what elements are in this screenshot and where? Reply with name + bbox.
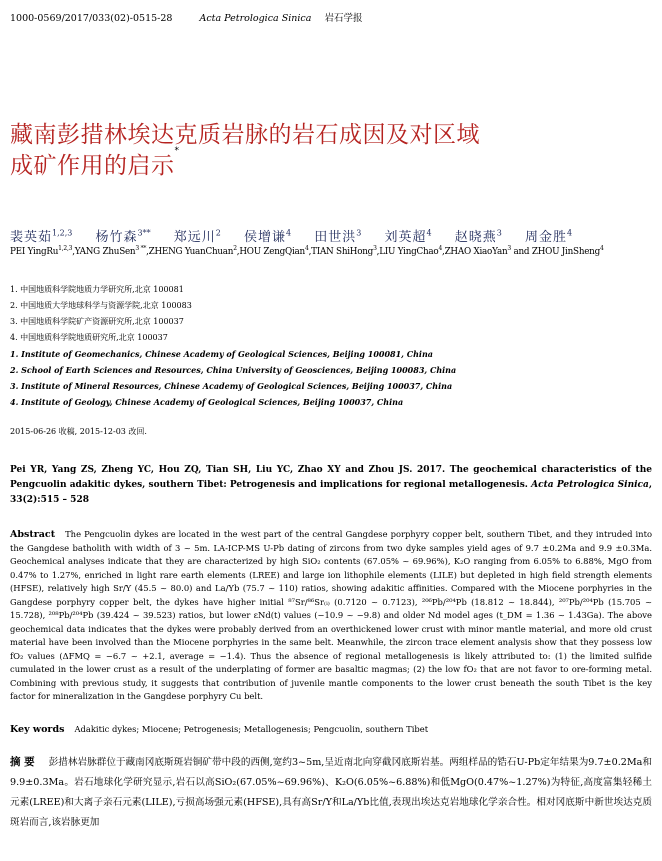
author-zh: 杨竹森$^{3**}$ [95, 228, 151, 245]
abstract-en [10, 528, 652, 704]
running-header [10, 10, 652, 24]
author-zh: 赵晓燕$^3$ [454, 228, 502, 245]
article-code: 1000-0569/2017/033(02)-0515-28 [10, 13, 173, 24]
title-line-1: 藏南彭措林埃达克质岩脉的岩石成因及对区域 [10, 122, 480, 148]
keywords-text: Adakitic dykes; Miocene; Petrogenesis; Metallogenesis; Pengcuolin, southern Tibet [74, 724, 429, 734]
author-zh: 刘英超$^4$ [384, 228, 432, 245]
keywords [10, 724, 652, 735]
affiliation-item: 4. 中国地质科学院地质研究所,北京 100037 [10, 333, 168, 342]
affiliations-en [10, 346, 652, 410]
affiliation-item: 3. Institute of Mineral Resources, Chinese Academy of Geological Sciences, Beijing 100037, China [10, 381, 453, 391]
authors-zh [10, 226, 652, 245]
abstract-zh [10, 752, 652, 833]
author-en: LIU YingChao$^4$, [379, 245, 445, 257]
author-zh: 侯增谦$^4$ [244, 228, 292, 245]
journal-name: Acta Petrologica Sinica [199, 13, 312, 24]
title-footnote-mark: * [174, 146, 180, 156]
affiliation-item: 2. School of Earth Sciences and Resources, China University of Geosciences, Beijing 100083, China [10, 365, 457, 375]
author-en: YANG ZhuSen$^{3 **}$, [74, 245, 149, 257]
authors-en [10, 247, 652, 257]
author-en: ZHAO XiaoYan$^3$ and [444, 245, 532, 257]
abstract-label: Abstract [10, 529, 56, 540]
received-revised-dates: 2015-06-26 收稿, 2015-12-03 改回. [10, 427, 147, 436]
author-zh: 周金胜$^4$ [525, 228, 573, 245]
journal-name-zh: 岩石学报 [324, 13, 363, 24]
author-zh: 田世洪$^3$ [314, 228, 362, 245]
affiliation-item: 1. 中国地质科学院地质力学研究所,北京 100081 [10, 285, 184, 294]
affiliation-item: 2. 中国地质大学地球科学与资源学院,北京 100083 [10, 301, 192, 310]
title-line-2: 成矿作用的启示* [10, 146, 180, 179]
affiliation-item: 4. Institute of Geology, Chinese Academy of Geological Sciences, Beijing 100037, China [10, 397, 404, 407]
author-en: ZHOU JinSheng$^4$ [531, 245, 604, 257]
citation-journal: Acta Petrologica Sinica [531, 480, 649, 490]
author-en: TIAN ShiHong$^3$, [311, 245, 380, 257]
abstract-zh-text: 彭措林岩脉群位于藏南冈底斯斑岩铜矿带中段的西侧,宽约3~5m,呈近南北向穿截冈底斯岩基。两组样品的锆石U-Pb定年结果为9.7±0.2Ma和9.9±0.3Ma。岩石地球化学研究显示,岩石以高SiO₂(67.05%~69.96%)、K₂O(6.05%~6.88%)和低MgO(0.47%~1.27%)为特征,高度富集轻稀土元素(LREE)和大离子亲石元素(LILE),亏损高场强元素(HFSE),具有高Sr/Y和La/Yb比值,表现出埃达克岩地球化学亲合性。相对冈底斯中新世埃达克质斑岩而言,该岩脉更加 [10, 757, 653, 828]
abstract-zh-label: 摘 要 [10, 756, 35, 768]
citation: Pei YR, Yang ZS, Zheng YC, Hou ZQ, Tian SH, Liu YC, Zhao XY and Zhou JS. 2017. The geochemical characteristics of the Pengcuolin adakitic dykes, southern Tibet: Petrogenesis and implications for regional metallogenesis. Acta Petrologica Sinica, 33(2):515 – 528 [10, 465, 652, 505]
author-zh: 郑远川$^2$ [173, 228, 221, 245]
author-en: PEI YingRu$^{1,2,3}$, [10, 245, 75, 257]
paper-title [10, 120, 652, 182]
affiliation-item: 3. 中国地质科学院矿产资源研究所,北京 100037 [10, 317, 184, 326]
author-zh: 裴英茹$^{1,2,3}$ [10, 228, 73, 245]
author-en: HOU ZengQian$^4$, [239, 245, 312, 257]
keywords-label: Key words [10, 724, 65, 735]
author-en: ZHENG YuanChuan$^2$, [148, 245, 240, 257]
affiliations-zh [10, 282, 652, 346]
affiliation-item: 1. Institute of Geomechanics, Chinese Academy of Geological Sciences, Beijing 100081, China [10, 349, 433, 359]
abstract-text: The Pengcuolin dykes are located in the west part of the central Gangdese porphyry copper belt, southern Tibet, and they intruded into the Gangdese batholith with width of 3 ~ 5m. LA-ICP-MS U-Pb dating of zircons from two dyke samples yield ages of 9.7 ±0.2Ma and 9.9 ±0.3Ma. Geochemical analyses indicate that they are characterized by high SiO₂ contents (67.05% ~ 69.96%), K₂O ranging from 6.05% to 6.88%, MgO from 0.47% to 1.27%, enriched in light rare earth elements (LREE) and large ion lithophile elements (LILE) but depleted in high field strength elements (HFSE), relatively high Sr/Y (45.5 ~ 80.0) and La/Yb (75.7 ~ 110) ratios, showing adakitic affinities. Compared with the Miocene porphyries in the Gangdese porphyry copper belt, the dykes have higher initial ⁸⁷Sr/⁸⁶Sr₍ᵢ₎ (0.7120 ~ 0.7123), ²⁰⁶Pb/²⁰⁴Pb (18.812 ~ 18.844), ²⁰⁷Pb/²⁰⁴Pb (15.705 ~ 15.728), ²⁰⁸Pb/²⁰⁴Pb (39.424 ~ 39.523) ratios, but lower εNd(t) values (−10.9 ~ −9.8) and older Nd model ages (t_DM = 1.36 ~ 1.43Ga). The above geochemical data indicates that the dykes were probably derived from an overthickened lower crust with minor mantle material, and more old crust material have been involved than the Miocene porphyries in the same belt. Meanwhile, the zircon trace element analysis show that they possess low fO₂ values (ΔFMQ = −6.7 ~ +2.1, average = −1.4). Thus the absence of regional metallogenesis is likely attributed to: (1) the limited sulfide cumulated in the lower crust as a result of the underplating of former are basaltic magmas; (2) the low fO₂ that are not favor to ore-forming metal. Combining with previous study, it suggests that contribution of juvenile mantle components to the lower crust beneath the south Tibet is the key factor for mineralization in the Gangdese porphyry Cu belt. [10, 529, 652, 701]
